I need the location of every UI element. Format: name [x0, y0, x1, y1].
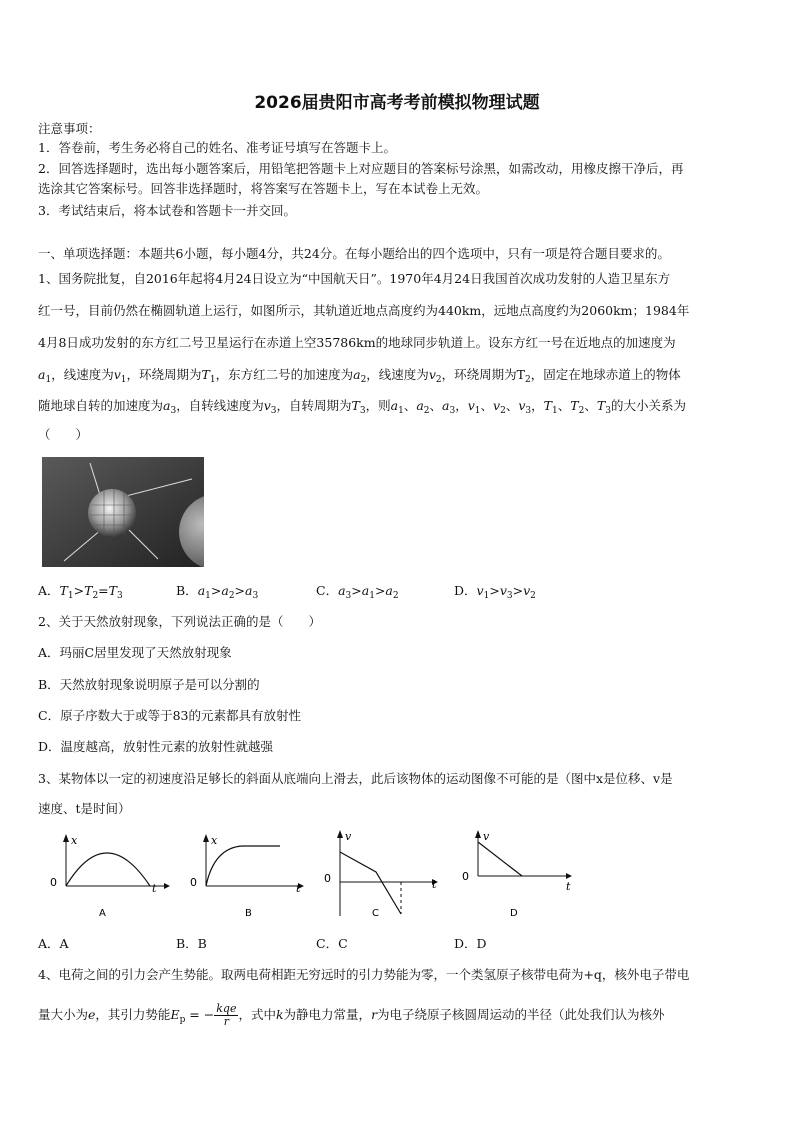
q3-graph-c — [320, 828, 446, 924]
svg-text:t: t — [296, 882, 301, 895]
q3-line-1: 3、某物体以一定的初速度沿足够长的斜面从底端向上滑去，此后该物体的运动图像不可能的是（图中x是位移、v是 — [38, 771, 673, 786]
svg-text:0: 0 — [50, 876, 57, 889]
graph-a-label: A — [99, 908, 106, 919]
satellite-photo — [42, 457, 204, 567]
notice-heading: 注意事项： — [38, 121, 101, 136]
q2-option-a[interactable]: A．玛丽C居里发现了天然放射现象 — [38, 645, 232, 660]
svg-text:v: v — [483, 830, 490, 843]
q1-option-c[interactable]: C．$a_3>a_1>a_2$ — [316, 583, 399, 601]
svg-text:t: t — [152, 882, 157, 895]
graph-d-label: D — [510, 908, 518, 919]
section-heading: 一、单项选择题：本题共6小题，每小题4分，共24分。在每小题给出的四个选项中，只有一项是符合题目要求的。 — [38, 246, 670, 261]
q1-line-1: 1、国务院批复，自2016年起将4月24日设立为“中国航天日”。1970年4月24日我国首次成功发射的人造卫星东方 — [38, 271, 671, 286]
q1-line-2: 红一号，目前仍然在椭圆轨道上运行，如图所示，其轨道近地点高度约为440km，远地点高度约为2060km；1984年 — [38, 303, 690, 318]
q3-line-2: 速度、t是时间） — [38, 801, 131, 816]
q3-option-b[interactable]: B．B — [176, 936, 207, 951]
svg-text:t: t — [566, 880, 571, 893]
q2-option-b[interactable]: B．天然放射现象说明原子是可以分割的 — [38, 677, 260, 692]
q1-line-5: 随地球自转的加速度为$a_3$，自转线速度为$v_3$，自转周期为$T_3$，则$a_1$、$a_2$、$a_3$，$v_1$、$v_2$、$v_3$，$T_1$、$T_2$、$T_3$的大小关系为 — [38, 398, 686, 416]
svg-text:0: 0 — [190, 876, 197, 889]
exam-title: 2026届贵阳市高考考前模拟物理试题 — [254, 93, 540, 113]
graph-b-label: B — [245, 908, 252, 919]
q3-graph-b — [184, 828, 310, 924]
q1-line-3: 4月8日成功发射的东方红二号卫星运行在赤道上空35786km的地球同步轨道上。设东方红一号在近地点的加速度为 — [38, 335, 676, 350]
q1-line-4: $a_1$，线速度为$v_1$，环绕周期为$T_1$，东方红二号的加速度为$a_2$，线速度为$v_2$，环绕周期为$T_2$，固定在地球赤道上的物体 — [38, 367, 681, 385]
q2-stem: 2、关于天然放射现象，下列说法正确的是（ ） — [38, 614, 321, 629]
svg-text:0: 0 — [324, 872, 331, 885]
potential-energy-fraction: $\frac{\text{kqe}}{r}$ — [216, 1002, 237, 1028]
svg-text:v: v — [345, 830, 352, 843]
q1-option-b[interactable]: B．$a_1>a_2>a_3$ — [176, 583, 259, 601]
q2-option-d[interactable]: D．温度越高，放射性元素的放射性就越强 — [38, 739, 274, 754]
notice-item-2: 2．回答选择题时，选出每小题答案后，用铅笔把答题卡上对应题目的答案标号涂黑，如需改动，用橡皮擦干净后，再 — [38, 161, 684, 176]
notice-item-1: 1．答卷前，考生务必将自己的姓名、准考证号填写在答题卡上。 — [38, 140, 396, 155]
q3-option-a[interactable]: A．A — [38, 936, 69, 951]
svg-text:t: t — [432, 878, 437, 891]
svg-text:0: 0 — [462, 870, 469, 883]
q3-option-d[interactable]: D．D — [454, 936, 487, 951]
graph-c-label: C — [372, 908, 379, 919]
q4-line-1: 4、电荷之间的引力会产生势能。取两电荷相距无穷远时的引力势能为零，一个类氢原子核带电荷为+q，核外电子带电 — [38, 967, 690, 982]
q1-answer-bracket: （ ） — [38, 427, 89, 442]
svg-text:x: x — [211, 834, 218, 847]
q2-option-c[interactable]: C．原子序数大于或等于83的元素都具有放射性 — [38, 708, 301, 723]
q3-graph-d — [458, 828, 584, 924]
notice-item-3: 3．考试结束后，将本试卷和答题卡一并交回。 — [38, 203, 296, 218]
q4-line-2: 量大小为e，其引力势能$E_p$ = − $\frac{\text{kqe}}{r}$ ，式中k为静电力常量，r为电子绕原子核圆周运动的半径（此处我们认为核外 — [38, 1002, 665, 1028]
q1-option-a[interactable]: A．$T_1>T_2=T_3$ — [38, 583, 123, 601]
notice-item-2-cont: 选涂其它答案标号。回答非选择题时，将答案写在答题卡上，写在本试卷上无效。 — [38, 181, 489, 196]
q1-option-d[interactable]: D．$v_1>v_3>v_2$ — [454, 583, 536, 601]
q3-option-c[interactable]: C．C — [316, 936, 348, 951]
q3-graph-a — [44, 828, 170, 924]
svg-text:x: x — [71, 834, 78, 847]
